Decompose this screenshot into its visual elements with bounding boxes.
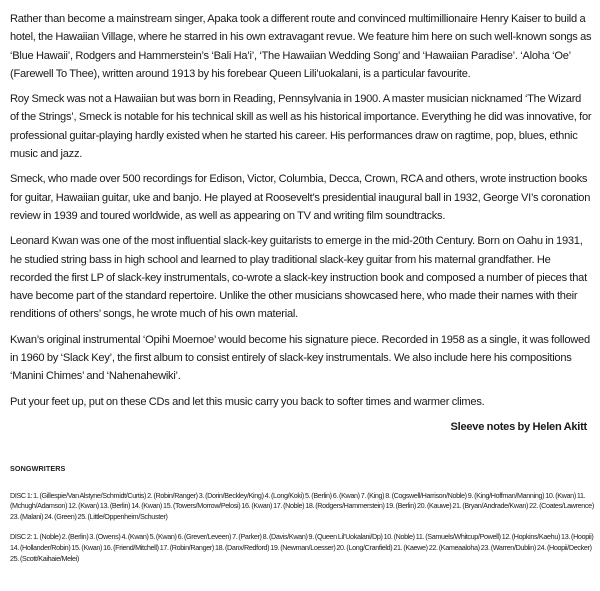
songwriters-disc-1: DISC 1: 1. (Gillespie/Van Alstyne/Schmidt/Curtis) 2. (Robin/Ranger) 3. (Dorin/Beckley/King) 4. (Long/Koki) 5. (Berlin) 6. (Kwan) 7. (King) 8. (Cogswell/Harrison/Noble) 9. (King/Hoffman/Manning) 10. (Kwan) 11. (Mchugh/Adamson) 12. (Kwan) 13. (Berlin) 14. (Kwan) 15. (Towers/Morrow/Pelosi) 16. (Kwan) 17. (Noble) 18. (Rodgers/Hammerstein) 19. (Berlin) 20. (Kauwe) 21. (Bryan/Andrade/Kwan) 22. (Coates/Lawrence) 23. (Malani) 24. (Green) 25. (Little/Oppenheim/Schuster) — [10, 490, 594, 521]
notes-paragraph-kwan-bio: Leonard Kwan was one of the most influential slack-key guitarists to emerge in the mid-20th Century. Born on Oahu in 1931, he studied string bass in high school and learned to play traditional slack-key guitar from his maternal grandfather. He recorded the first LP of slack-key instrumentals, co-wrote a slack-key instruction book and composed a number of pieces that have become part of the standard repertoire. Unlike the other musicians showcased here, who made their names with their renditions of others’ songs, he wrote much of his own material. — [10, 235, 587, 321]
songwriters-heading: SONGWRITERS — [10, 464, 66, 473]
notes-paragraph-closing: Put your feet up, put on these CDs and let this music carry you back to softer times and warmer climes. — [10, 395, 485, 408]
sleeve-notes-text — [10, 10, 592, 443]
songwriters-section — [10, 464, 595, 574]
notes-paragraph-kwan-career: Kwan’s original instrumental ‘Opihi Moemoe’ would become his signature piece. Recorded in 1958 as a single, it was followed in 1960 by ‘Slack Key’, the first album to consist entirely of slack-key instrumentals. We also include here his compositions ‘Manini Chimes’ and ‘Nahenahewiki’. — [10, 333, 590, 383]
songwriters-disc-2: DISC 2: 1. (Noble) 2. (Berlin) 3. (Owens) 4. (Kwan) 5. (Kwan) 6. (Grever/Leveen) 7. (Parker) 8. (Davis/Kwan) 9. (Queen Lil’Uokalani/Dp) 10. (Noble) 11. (Samuels/Whitcup/Powell) 12. (Hopkins/Kaehu) 13. (Hoopii) 14. (Hollander/Robin) 15. (Kwan) 16. (Friend/Mitchell) 17. (Robin/Ranger) 18. (Danx/Redford) 19. (Newman/Loesser) 20. (Long/Cranfield) 21. (Kaewe) 22. (Kameaaloha) 23. (Warren/Dublin) 24. (Hoopii/Decker) 25. (Scott/Kaihaie/Melei) — [10, 532, 594, 563]
notes-paragraph-smeck-bio: Roy Smeck was not a Hawaiian but was born in Reading, Pennsylvania in 1900. A master musician nicknamed ‘The Wizard of the Strings’, Smeck is notable for his technical skill as well as his historical importance. Everything he did was innovative, for professional guitar-playing hardly existed when he started his career. His performances draw on ragtime, pop, blues, ethnic music and jazz. — [10, 93, 592, 161]
sleeve-notes-credit: Sleeve notes by Helen Akitt — [450, 420, 587, 433]
notes-paragraph-smeck-career: Smeck, who made over 500 recordings for Edison, Victor, Columbia, Decca, Crown, RCA and others, wrote instruction books for guitar, Hawaiian guitar, uke and banjo. He played at Roosevelt’s presidential inaugural ball in 1932, George VI’s coronation review in 1939 and toured worldwide, as well as appearing on TV and writing film soundtracks. — [10, 173, 591, 222]
notes-paragraph-apaka: Rather than become a mainstream singer, Apaka took a different route and convinced multimillionaire Henry Kaiser to build a hotel, the Hawaiian Village, where he starred in his own extravagant revue. We feature him here on such well-known songs as ‘Blue Hawaii’, Rodgers and Hammerstein’s ‘Bali Ha’i’, ‘The Hawaiian Wedding Song’ and ‘Hawaiian Paradise’. ‘Aloha ‘Oe’ (Farewell To Thee), written around 1913 by his forebear Queen Lili’uokalani, is a particular favourite. — [10, 13, 592, 80]
